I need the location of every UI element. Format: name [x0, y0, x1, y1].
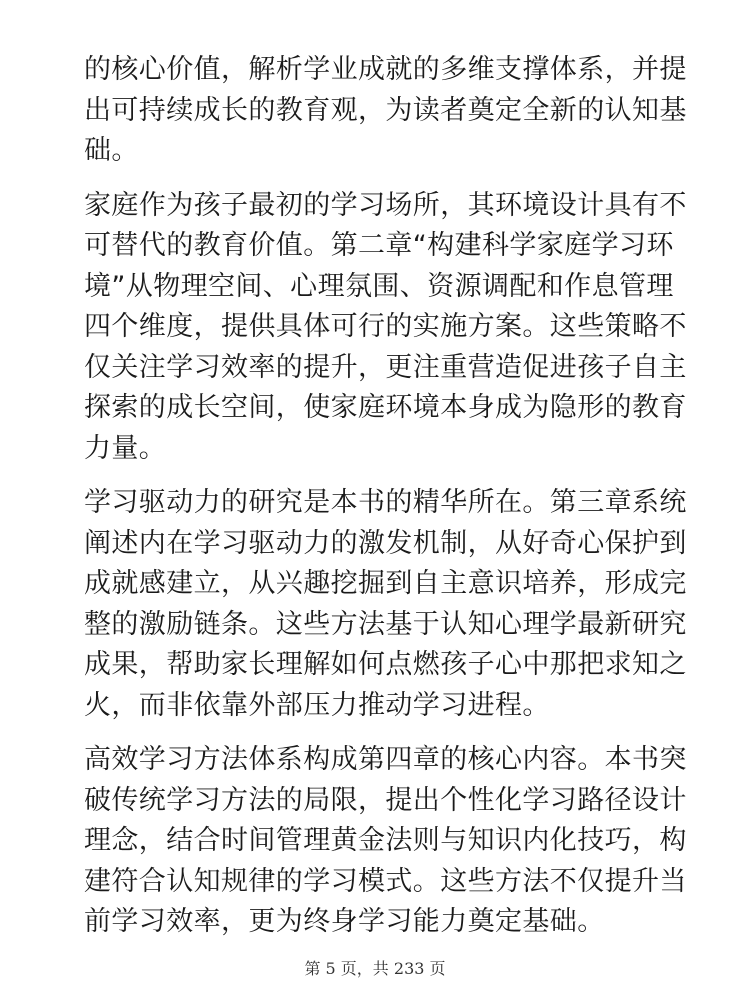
text-line: 四个维度，提供具体可行的实施方案。这些策略不 [84, 311, 687, 342]
paragraph-4 [84, 740, 704, 943]
text-line: 可替代的教育价值。第二章“构建科学家庭学习环 [84, 230, 674, 261]
text-line: 成果，帮助家长理解如何点燃孩子心中那把求知之 [84, 649, 687, 680]
text-line: 高效学习方法体系构成第四章的核心内容。本书突 [84, 744, 687, 775]
text-line: 理念，结合时间管理黄金法则与知识内化技巧，构 [84, 825, 687, 856]
text-line: 建符合认知规律的学习模式。这些方法不仅提升当 [84, 865, 687, 897]
text-line: 整的激励链条。这些方法基于认知心理学最新研究 [84, 608, 687, 640]
page-number-footer: 第 5 页，共 233 页 [304, 959, 446, 978]
body-text [84, 50, 704, 957]
paragraph-1 [84, 50, 704, 172]
paragraph-2 [84, 186, 704, 470]
text-line: 阐述内在学习驱动力的激发机制，从好奇心保护到 [84, 527, 687, 559]
text-line: 破传统学习方法的局限，提出个性化学习路径设计 [84, 784, 687, 816]
text-line: 探索的成长空间，使家庭环境本身成为隐形的教育 [84, 392, 687, 423]
text-line: 前学习效率，更为终身学习能力奠定基础。 [84, 906, 605, 937]
text-line: 础。 [84, 135, 139, 166]
text-line: 家庭作为孩子最初的学习场所，其环境设计具有不 [84, 189, 687, 221]
text-line: 火，而非依靠外部压力推动学习进程。 [84, 689, 550, 721]
text-line: 力量。 [84, 432, 167, 464]
paragraph-3 [84, 483, 704, 726]
text-line: 的核心价值，解析学业成就的多维支撑体系，并提 [84, 54, 687, 85]
text-line: 出可持续成长的教育观，为读者奠定全新的认知基 [84, 94, 687, 126]
text-line: 成就感建立，从兴趣挖掘到自主意识培养，形成完 [84, 568, 687, 599]
text-line: 学习驱动力的研究是本书的精华所在。第三章系统 [84, 487, 687, 518]
text-line: 境”从物理空间、心理氛围、资源调配和作息管理 [84, 270, 674, 302]
text-line: 仅关注学习效率的提升，更注重营造促进孩子自主 [84, 351, 687, 383]
